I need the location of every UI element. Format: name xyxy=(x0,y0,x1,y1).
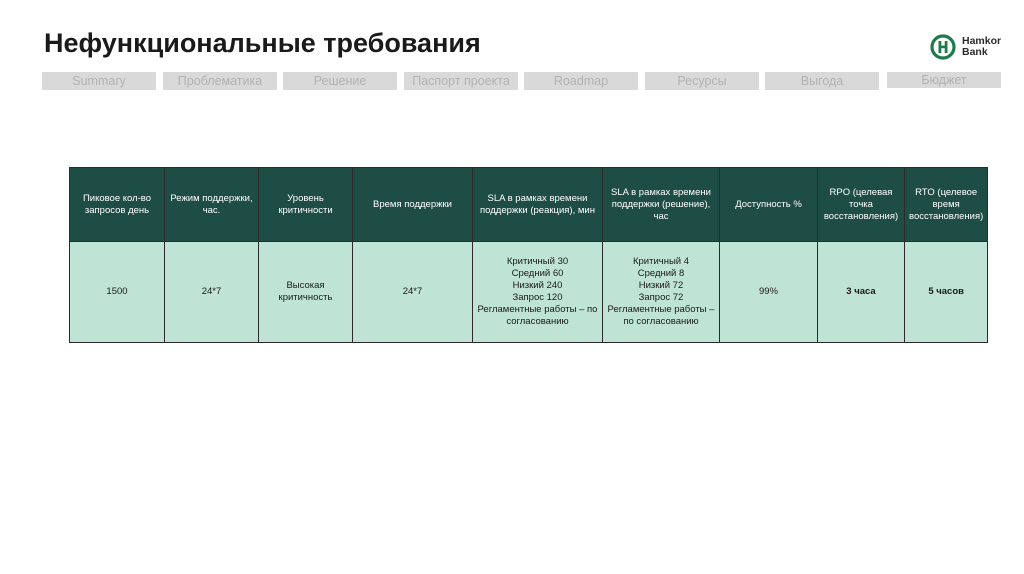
logo-line-2: Bank xyxy=(962,46,988,58)
tab-byudzhet[interactable]: Бюджет xyxy=(887,72,1001,88)
header-rpo: RPO (целевая точка восстановления) xyxy=(818,168,905,242)
cell-rto: 5 часов xyxy=(905,242,988,343)
header-sla-reaction: SLA в рамках времени поддержки (реакция), мин xyxy=(473,168,603,242)
sla-reaction-line: Средний 60 xyxy=(511,268,564,279)
cell-rpo: 3 часа xyxy=(818,242,905,343)
header-peak-requests: Пиковое кол-во запросов день xyxy=(70,168,165,242)
cell-sla-resolution xyxy=(603,242,720,343)
hamkor-logo-icon xyxy=(930,34,956,60)
table-header-row xyxy=(70,168,988,242)
requirements-table xyxy=(69,167,988,343)
sla-reaction-line: Низкий 240 xyxy=(512,280,563,291)
cell-criticality: Высокая критичность xyxy=(259,242,353,343)
tab-vygoda[interactable]: Выгода xyxy=(765,72,879,90)
table-row xyxy=(70,242,988,343)
logo-line-1: Hamkor xyxy=(962,35,1002,47)
page-title: Нефункциональные требования xyxy=(44,28,481,58)
hamkor-bank-logo xyxy=(930,34,1010,64)
header-sla-resolution: SLA в рамках времени поддержки (решение), час xyxy=(603,168,720,242)
section-tabs xyxy=(42,72,1002,90)
sla-reaction-line: Запрос 120 xyxy=(512,292,563,303)
logo-text xyxy=(962,36,1001,58)
cell-sla-reaction xyxy=(473,242,603,343)
tab-pasport-proekta[interactable]: Паспорт проекта xyxy=(404,72,518,90)
header-support-time: Время поддержки xyxy=(353,168,473,242)
cell-availability: 99% xyxy=(720,242,818,343)
header-criticality: Уровень критичности xyxy=(259,168,353,242)
cell-support-mode: 24*7 xyxy=(165,242,259,343)
header-support-mode: Режим поддержки, час. xyxy=(165,168,259,242)
sla-reaction-line: Регламентные работы – по согласованию xyxy=(477,304,598,327)
tab-summary[interactable]: Summary xyxy=(42,72,156,90)
cell-peak-requests: 1500 xyxy=(70,242,165,343)
sla-resolution-line: Запрос 72 xyxy=(638,292,684,303)
tab-resursy[interactable]: Ресурсы xyxy=(645,72,759,90)
header-availability: Доступность % xyxy=(720,168,818,242)
tab-reshenie[interactable]: Решение xyxy=(283,72,397,90)
tab-roadmap[interactable]: Roadmap xyxy=(524,72,638,90)
header-rto: RTO (целевое время восстановления) xyxy=(905,168,988,242)
sla-resolution-line: Критичный 4 xyxy=(632,256,690,267)
cell-support-time: 24*7 xyxy=(353,242,473,343)
sla-resolution-line: Низкий 72 xyxy=(638,280,684,291)
sla-resolution-line: Средний 8 xyxy=(637,268,685,279)
sla-resolution-line: Регламентные работы – по согласованию xyxy=(607,304,715,327)
tab-problematika[interactable]: Проблематика xyxy=(163,72,277,90)
sla-reaction-line: Критичный 30 xyxy=(506,256,569,267)
